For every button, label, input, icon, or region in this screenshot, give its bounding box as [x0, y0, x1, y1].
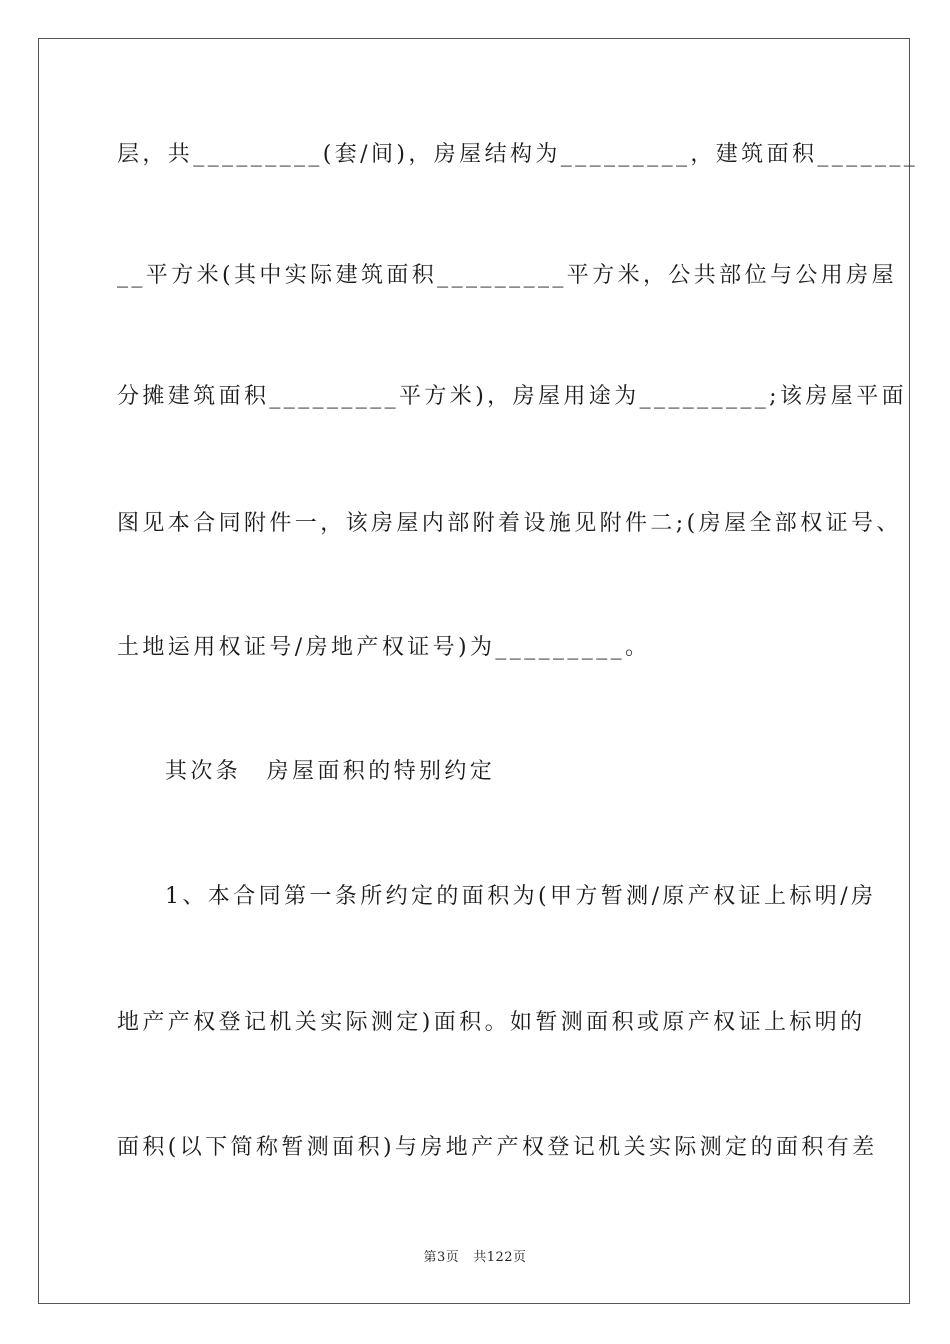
clause-1-line-2: 地产产权登记机关实际测定)面积。如暂测面积或原产权证上标明的 — [117, 1010, 866, 1035]
body-line-4: 图见本合同附件一，该房屋内部附着设施见附件二;(房屋全部权证号、 — [117, 511, 902, 536]
body-line-1: 层，共_________(套/间)，房屋结构为_________，建筑面积_______ — [117, 142, 919, 167]
clause-1-line-1: 1、本合同第一条所约定的面积为(甲方暂测/原产权证上标明/房 — [165, 884, 877, 909]
page-total: 共122页 — [473, 1250, 527, 1265]
page-footer — [0, 1246, 950, 1265]
section-heading: 其次条 房屋面积的特别约定 — [165, 759, 496, 784]
clause-1-line-3: 面积(以下简称暂测面积)与房地产产权登记机关实际测定的面积有差 — [117, 1135, 878, 1160]
page-number: 第3页 — [423, 1250, 460, 1265]
body-line-3: 分摊建筑面积_________平方米)，房屋用途为_________;该房屋平面 — [117, 384, 907, 409]
body-line-2: __平方米(其中实际建筑面积_________平方米，公共部位与公用房屋 — [117, 263, 897, 288]
page-border — [38, 38, 910, 1304]
body-line-5: 土地运用权证号/房地产权证号)为_________。 — [117, 635, 651, 660]
